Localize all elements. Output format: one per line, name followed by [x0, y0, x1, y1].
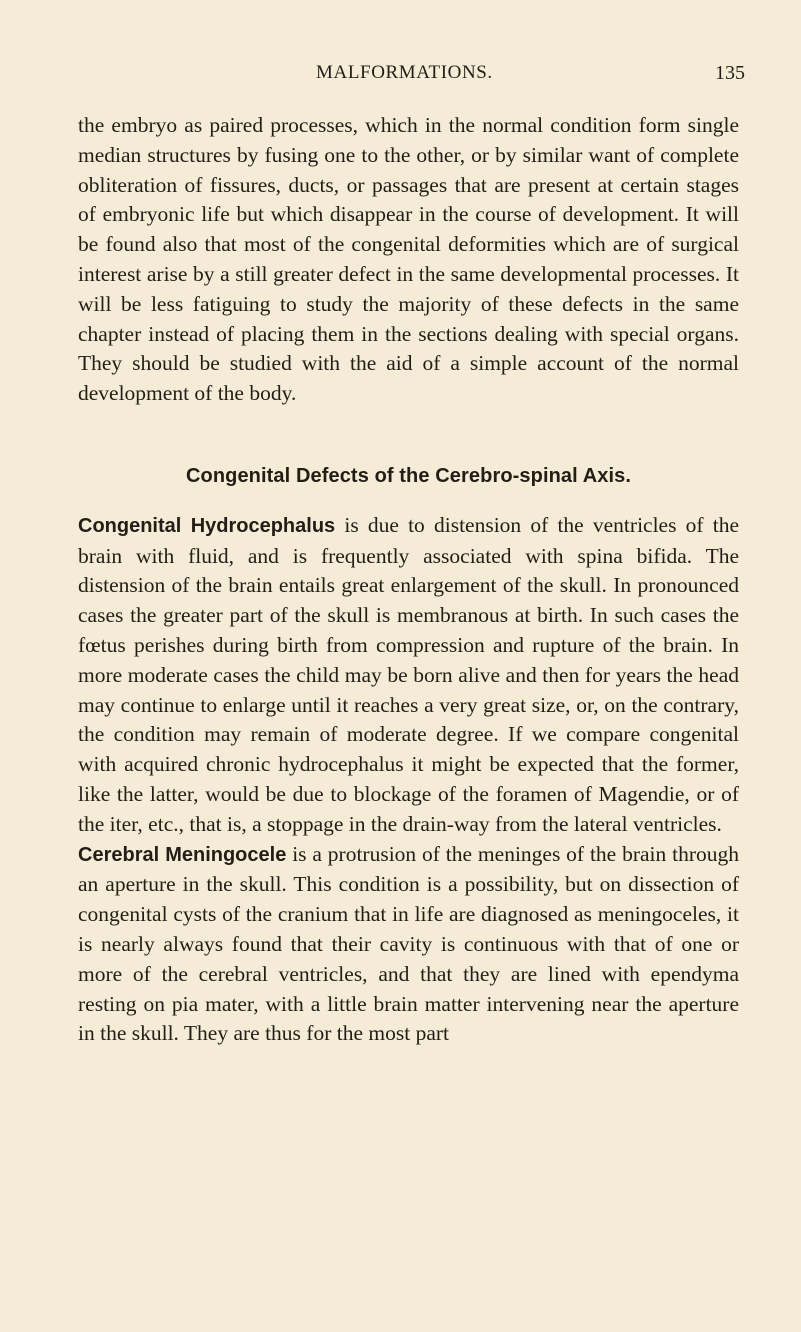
- entry-term-meningocele: Cerebral Meningocele: [78, 843, 287, 866]
- entry-paragraph-hydrocephalus: [78, 511, 739, 840]
- entry-paragraph-meningocele: [78, 840, 739, 1050]
- running-head: [0, 62, 801, 90]
- intro-paragraph: the embryo as paired processes, which in the normal condition form single median structures by fusing one to the other, or by similar want of complete obliteration of fissures, ducts, or passages that are present at certain stages of embryonic life but which disappear in the course of development. It will be found also that most of the congenital deformities which are of surgical interest arise by a still greater defect in the same developmental processes. It will be less fatiguing to study the majority of these defects in the same chapter instead of placing them in the sections dealing with special organs. They should be studied with the aid of a simple account of the normal development of the body.: [78, 113, 739, 406]
- entry-term-hydrocephalus: Congenital Hydrocephalus: [78, 514, 336, 537]
- running-title: MALFORMATIONS.: [316, 62, 493, 83]
- entry-text-meningocele: is a protrusion of the meninges of the brain through an aperture in the skull. This condition is a possibility, but on dissection of congenital cysts of the cranium that in life are diagnosed as meningoceles, it is nearly always found that their cavity is continuous with that of one or more of the cerebral ventricles, and that they are lined with ependyma resting on pia mater, with a little brain matter intervening near the aperture in the skull. They are thus for the most part: [78, 841, 739, 1046]
- entry-text-hydrocephalus: is due to distension of the ventricles of the brain with fluid, and is frequently associated with spina bifida. The distension of the brain entails great enlargement of the skull. In pronounced cases the greater part of the skull is membranous at birth. In such cases the fœtus perishes during birth from compression and rupture of the brain. In more moderate cases the child may be born alive and then for years the head may continue to enlarge until it reaches a very great size, or, on the contrary, the condition may remain of moderate degree. If we compare congenital with acquired chronic hydrocephalus it might be expected that the former, like the latter, would be due to blockage of the foramen of Magendie, or of the iter, etc., that is, a stoppage in the drain-way from the lateral ventricles.: [78, 512, 739, 836]
- section-heading: Congenital Defects of the Cerebro-spinal Axis.: [185, 464, 632, 487]
- page-number: 135: [715, 62, 745, 84]
- body-text: [78, 111, 739, 1049]
